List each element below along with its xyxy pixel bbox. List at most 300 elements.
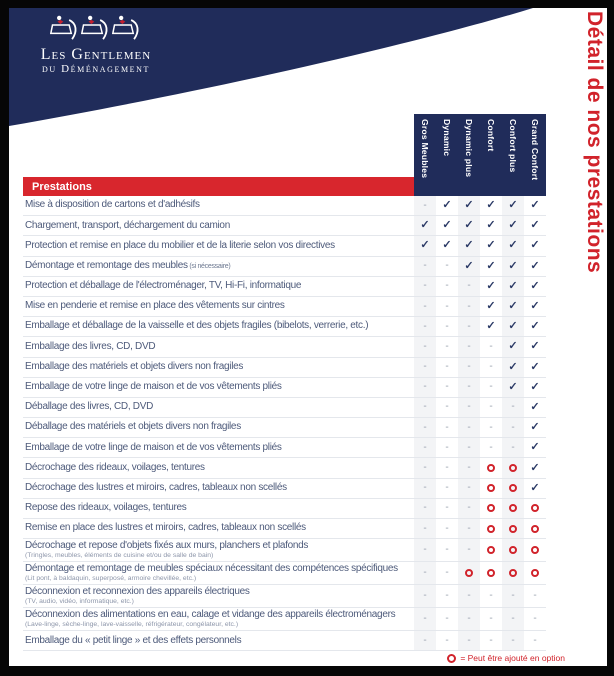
document-page — [9, 8, 607, 666]
dash-icon: - — [467, 590, 471, 602]
row-label: Protection et remise en place du mobilier et de la literie selon vos directives — [25, 239, 335, 251]
dash-icon: - — [511, 441, 515, 453]
mark-cell — [480, 216, 502, 235]
table-row — [23, 585, 546, 608]
mark-cell — [480, 398, 502, 417]
mark-cell — [414, 216, 436, 235]
mark-cell — [502, 358, 524, 377]
mark-cell — [458, 277, 480, 296]
dash-icon: - — [423, 462, 427, 474]
row-note: (Tringles, meubles, éléments de cuisine et/ou de salle de bain) — [25, 552, 214, 560]
logo-subtitle: du Déménagement — [41, 62, 151, 75]
mark-cell — [436, 585, 458, 607]
mark-cell — [502, 297, 524, 316]
mark-cell — [458, 608, 480, 630]
mark-cell — [414, 358, 436, 377]
dash-icon: - — [423, 634, 427, 646]
mark-cell — [414, 418, 436, 437]
mark-cell — [414, 562, 436, 584]
dash-icon: - — [445, 462, 449, 474]
row-marks — [414, 317, 546, 336]
mark-cell — [502, 438, 524, 457]
mark-cell — [458, 216, 480, 235]
check-icon: ✓ — [508, 360, 518, 373]
mark-cell — [502, 539, 524, 561]
row-note: (Lit pont, à baldaquin, superposé, armoire chevillée, etc.) — [25, 575, 197, 583]
mark-cell — [480, 458, 502, 477]
option-icon — [531, 569, 539, 577]
option-icon — [531, 525, 539, 533]
mark-cell — [436, 499, 458, 518]
check-icon: ✓ — [530, 400, 540, 413]
mark-cell — [524, 257, 546, 276]
option-icon — [509, 484, 517, 492]
dash-icon: - — [489, 340, 493, 352]
mark-cell — [414, 317, 436, 336]
mark-cell — [502, 337, 524, 356]
dash-icon: - — [445, 260, 449, 272]
mark-cell — [524, 297, 546, 316]
dash-icon: - — [423, 567, 427, 579]
dash-icon: - — [423, 421, 427, 433]
mark-cell — [458, 585, 480, 607]
dash-icon: - — [445, 300, 449, 312]
row-label: Décrochage des rideaux, voilages, tentures — [25, 461, 205, 473]
check-icon: ✓ — [530, 340, 540, 353]
row-label: Déconnexion des alimentations en eau, calage et vidange des appareils électroménagers — [25, 608, 396, 620]
check-icon: ✓ — [486, 279, 496, 292]
column-header-confort — [480, 114, 502, 196]
dash-icon: - — [467, 613, 471, 625]
dash-icon: - — [467, 361, 471, 373]
mark-cell — [436, 519, 458, 538]
mark-cell — [414, 378, 436, 397]
table-row — [23, 196, 546, 216]
mark-cell — [524, 418, 546, 437]
option-icon — [487, 464, 495, 472]
table-row — [23, 337, 546, 357]
row-note: (TV, audio, vidéo, informatique, etc.) — [25, 598, 134, 606]
mark-cell — [436, 257, 458, 276]
table-row — [23, 479, 546, 499]
dash-icon: - — [423, 522, 427, 534]
mark-cell — [414, 519, 436, 538]
check-icon: ✓ — [508, 239, 518, 252]
row-marks — [414, 378, 546, 397]
mark-cell — [480, 585, 502, 607]
dash-icon: - — [423, 381, 427, 393]
row-label-cell — [23, 438, 414, 457]
check-icon: ✓ — [486, 199, 496, 212]
mark-cell — [436, 196, 458, 215]
row-marks — [414, 418, 546, 437]
row-label-cell — [23, 378, 414, 397]
table-row — [23, 562, 546, 585]
mark-cell — [414, 499, 436, 518]
check-icon: ✓ — [508, 199, 518, 212]
dash-icon: - — [423, 502, 427, 514]
dash-icon: - — [533, 590, 537, 602]
check-icon: ✓ — [508, 259, 518, 272]
mark-cell — [480, 418, 502, 437]
row-marks — [414, 297, 546, 316]
row-marks — [414, 585, 546, 607]
check-icon: ✓ — [508, 380, 518, 393]
logo-title: Les Gentlemen — [40, 46, 152, 63]
column-header-dynamic-plus — [458, 114, 480, 196]
mover-icon — [112, 14, 142, 46]
dash-icon: - — [489, 381, 493, 393]
row-label-cell — [23, 562, 414, 584]
dash-icon: - — [423, 544, 427, 556]
table-row — [23, 297, 546, 317]
dash-icon: - — [423, 482, 427, 494]
mark-cell — [458, 196, 480, 215]
table-row — [23, 398, 546, 418]
check-icon: ✓ — [486, 300, 496, 313]
mark-cell — [414, 608, 436, 630]
mark-cell — [436, 539, 458, 561]
mark-cell — [480, 196, 502, 215]
mark-cell — [480, 337, 502, 356]
mark-cell — [436, 277, 458, 296]
row-label: Emballage de votre linge de maison et de vos vêtements pliés — [25, 441, 282, 453]
mark-cell — [502, 216, 524, 235]
mark-cell — [502, 519, 524, 538]
check-icon: ✓ — [486, 259, 496, 272]
check-icon: ✓ — [464, 199, 474, 212]
mark-cell — [480, 499, 502, 518]
dash-icon: - — [467, 462, 471, 474]
table-row — [23, 277, 546, 297]
option-icon — [509, 569, 517, 577]
mark-cell — [458, 337, 480, 356]
mark-cell — [458, 519, 480, 538]
column-header-grand-confort — [524, 114, 546, 196]
mark-cell — [480, 631, 502, 650]
dash-icon: - — [467, 634, 471, 646]
dash-icon: - — [423, 613, 427, 625]
option-icon — [509, 546, 517, 554]
dash-icon: - — [489, 634, 493, 646]
dash-icon: - — [467, 340, 471, 352]
check-icon: ✓ — [464, 239, 474, 252]
check-icon: ✓ — [530, 461, 540, 474]
mark-cell — [524, 196, 546, 215]
row-label: Emballage et déballage de la vaisselle et des objets fragiles (bibelots, verrerie, etc.) — [25, 320, 369, 332]
table-row — [23, 317, 546, 337]
dash-icon: - — [445, 634, 449, 646]
mark-cell — [524, 608, 546, 630]
option-legend — [447, 653, 565, 663]
page-title: Détail de nos prestations — [583, 11, 606, 274]
column-header-gros-meubles — [414, 114, 436, 196]
row-label-cell — [23, 297, 414, 316]
mark-cell — [480, 297, 502, 316]
prestations-header: Prestations — [23, 177, 414, 196]
row-note: (Lave-linge, sèche-linge, lave-vaisselle, réfrigérateur, congélateur, etc.) — [25, 621, 239, 629]
check-icon: ✓ — [486, 320, 496, 333]
row-label-cell — [23, 317, 414, 336]
row-marks — [414, 519, 546, 538]
row-label-cell — [23, 519, 414, 538]
mark-cell — [458, 358, 480, 377]
mover-icon — [81, 14, 111, 46]
dash-icon: - — [445, 401, 449, 413]
dash-icon: - — [423, 280, 427, 292]
mark-cell — [502, 378, 524, 397]
check-icon: ✓ — [508, 219, 518, 232]
dash-icon: - — [467, 401, 471, 413]
row-marks — [414, 196, 546, 215]
dash-icon: - — [467, 441, 471, 453]
mark-cell — [480, 562, 502, 584]
row-label: Déballage des matériels et objets divers non fragiles — [25, 421, 241, 433]
mark-cell — [502, 479, 524, 498]
row-label: Décrochage et repose d'objets fixés aux murs, planchers et plafonds — [25, 539, 309, 551]
check-icon: ✓ — [530, 421, 540, 434]
row-label: Repose des rideaux, voilages, tentures — [25, 502, 187, 514]
option-icon — [509, 525, 517, 533]
row-label-cell — [23, 539, 414, 561]
row-label: Emballage du « petit linge » et des effets personnels — [25, 634, 242, 646]
table-row — [23, 216, 546, 236]
table-row — [23, 257, 546, 277]
row-label-cell — [23, 277, 414, 296]
row-label: Déballage des livres, CD, DVD — [25, 401, 154, 413]
mark-cell — [524, 277, 546, 296]
row-label: Emballage de votre linge de maison et de vos vêtements pliés — [25, 381, 282, 393]
row-label: Protection et déballage de l'électroménager, TV, Hi-Fi, informatique — [25, 280, 302, 292]
column-headers — [414, 114, 546, 196]
column-header-label: Gros Meubles — [420, 119, 430, 179]
table-row — [23, 236, 546, 256]
mark-cell — [524, 479, 546, 498]
mark-cell — [436, 398, 458, 417]
dash-icon: - — [467, 300, 471, 312]
table-row — [23, 499, 546, 519]
check-icon: ✓ — [420, 219, 430, 232]
mark-cell — [524, 539, 546, 561]
row-label-cell — [23, 257, 414, 276]
table-row — [23, 631, 546, 651]
row-label-cell — [23, 358, 414, 377]
check-icon: ✓ — [420, 239, 430, 252]
mark-cell — [480, 257, 502, 276]
mark-cell — [502, 317, 524, 336]
dash-icon: - — [423, 260, 427, 272]
dash-icon: - — [511, 421, 515, 433]
option-icon — [447, 654, 456, 663]
dash-icon: - — [467, 421, 471, 433]
check-icon: ✓ — [486, 219, 496, 232]
mark-cell — [480, 519, 502, 538]
movers-figures — [17, 14, 175, 46]
dash-icon: - — [511, 613, 515, 625]
mark-cell — [458, 297, 480, 316]
row-label: Décrochage des lustres et miroirs, cadres, tableaux non scellés — [25, 481, 287, 493]
mark-cell — [436, 479, 458, 498]
dash-icon: - — [445, 522, 449, 534]
row-label: Déconnexion et reconnexion des appareils électriques — [25, 585, 250, 597]
row-label-cell — [23, 458, 414, 477]
mark-cell — [524, 337, 546, 356]
check-icon: ✓ — [442, 199, 452, 212]
dash-icon: - — [489, 441, 493, 453]
mark-cell — [458, 562, 480, 584]
table-row — [23, 458, 546, 478]
column-header-label: Dynamic — [442, 119, 452, 157]
mark-cell — [502, 499, 524, 518]
mark-cell — [502, 277, 524, 296]
check-icon: ✓ — [442, 239, 452, 252]
mark-cell — [524, 358, 546, 377]
mark-cell — [436, 438, 458, 457]
dash-icon: - — [445, 590, 449, 602]
mark-cell — [480, 236, 502, 255]
mark-cell — [458, 438, 480, 457]
table-row — [23, 519, 546, 539]
row-label-cell — [23, 216, 414, 235]
column-header-dynamic — [436, 114, 458, 196]
table-row — [23, 539, 546, 562]
mark-cell — [414, 585, 436, 607]
mark-cell — [524, 562, 546, 584]
mark-cell — [480, 317, 502, 336]
dash-icon: - — [533, 613, 537, 625]
check-icon: ✓ — [508, 320, 518, 333]
dash-icon: - — [489, 613, 493, 625]
mark-cell — [502, 608, 524, 630]
mark-cell — [458, 479, 480, 498]
row-label-cell — [23, 608, 414, 630]
mark-cell — [414, 539, 436, 561]
mark-cell — [436, 297, 458, 316]
option-icon — [509, 504, 517, 512]
table-row — [23, 608, 546, 631]
check-icon: ✓ — [530, 360, 540, 373]
mark-cell — [524, 499, 546, 518]
mark-cell — [414, 438, 436, 457]
dash-icon: - — [445, 361, 449, 373]
mark-cell — [524, 398, 546, 417]
row-marks — [414, 608, 546, 630]
check-icon: ✓ — [530, 199, 540, 212]
mark-cell — [524, 458, 546, 477]
mark-cell — [436, 631, 458, 650]
row-marks — [414, 398, 546, 417]
option-icon — [531, 546, 539, 554]
dash-icon: - — [467, 381, 471, 393]
mark-cell — [414, 196, 436, 215]
dash-icon: - — [445, 340, 449, 352]
dash-icon: - — [423, 361, 427, 373]
row-marks — [414, 458, 546, 477]
mark-cell — [480, 539, 502, 561]
mark-cell — [502, 196, 524, 215]
dash-icon: - — [489, 361, 493, 373]
check-icon: ✓ — [530, 380, 540, 393]
mark-cell — [458, 539, 480, 561]
row-marks — [414, 358, 546, 377]
dash-icon: - — [533, 634, 537, 646]
dash-icon: - — [445, 544, 449, 556]
mark-cell — [458, 378, 480, 397]
check-icon: ✓ — [442, 219, 452, 232]
mark-cell — [458, 398, 480, 417]
dash-icon: - — [445, 381, 449, 393]
dash-icon: - — [445, 502, 449, 514]
row-marks — [414, 216, 546, 235]
row-label-cell — [23, 418, 414, 437]
mark-cell — [524, 585, 546, 607]
mark-cell — [458, 317, 480, 336]
row-marks — [414, 438, 546, 457]
dash-icon: - — [445, 280, 449, 292]
table-row — [23, 438, 546, 458]
dash-icon: - — [445, 320, 449, 332]
column-header-label: Confort — [486, 119, 496, 152]
dash-icon: - — [511, 401, 515, 413]
dash-icon: - — [467, 280, 471, 292]
option-icon — [531, 504, 539, 512]
dash-icon: - — [489, 421, 493, 433]
row-label: Remise en place des lustres et miroirs, cadres, tableaux non scellés — [25, 522, 306, 534]
mark-cell — [458, 418, 480, 437]
option-icon — [465, 569, 473, 577]
mark-cell — [480, 608, 502, 630]
dash-icon: - — [445, 441, 449, 453]
check-icon: ✓ — [464, 219, 474, 232]
mark-cell — [436, 378, 458, 397]
row-label-suffix: (si nécessaire) — [187, 262, 231, 270]
row-marks — [414, 562, 546, 584]
row-marks — [414, 337, 546, 356]
dash-icon: - — [423, 199, 427, 211]
dash-icon: - — [423, 340, 427, 352]
row-label: Démontage et remontage de meubles spéciaux nécessitant des compétences spécifiques — [25, 562, 398, 574]
row-label-cell — [23, 196, 414, 215]
row-label: Chargement, transport, déchargement du camion — [25, 219, 230, 231]
dash-icon: - — [467, 482, 471, 494]
check-icon: ✓ — [530, 239, 540, 252]
mark-cell — [480, 438, 502, 457]
mark-cell — [480, 479, 502, 498]
mark-cell — [458, 499, 480, 518]
column-header-label: Dynamic plus — [464, 119, 474, 178]
mark-cell — [502, 631, 524, 650]
check-icon: ✓ — [530, 300, 540, 313]
row-label-cell — [23, 236, 414, 255]
check-icon: ✓ — [508, 340, 518, 353]
row-label: Emballage des matériels et objets divers non fragiles — [25, 360, 244, 372]
row-marks — [414, 257, 546, 276]
mark-cell — [414, 479, 436, 498]
check-icon: ✓ — [530, 441, 540, 454]
mover-icon — [50, 14, 80, 46]
mark-cell — [436, 358, 458, 377]
dash-icon: - — [467, 544, 471, 556]
row-marks — [414, 277, 546, 296]
mark-cell — [458, 257, 480, 276]
mark-cell — [436, 236, 458, 255]
mark-cell — [480, 277, 502, 296]
mark-cell — [502, 562, 524, 584]
mark-cell — [480, 378, 502, 397]
option-icon — [509, 464, 517, 472]
row-label-cell — [23, 398, 414, 417]
mark-cell — [436, 418, 458, 437]
